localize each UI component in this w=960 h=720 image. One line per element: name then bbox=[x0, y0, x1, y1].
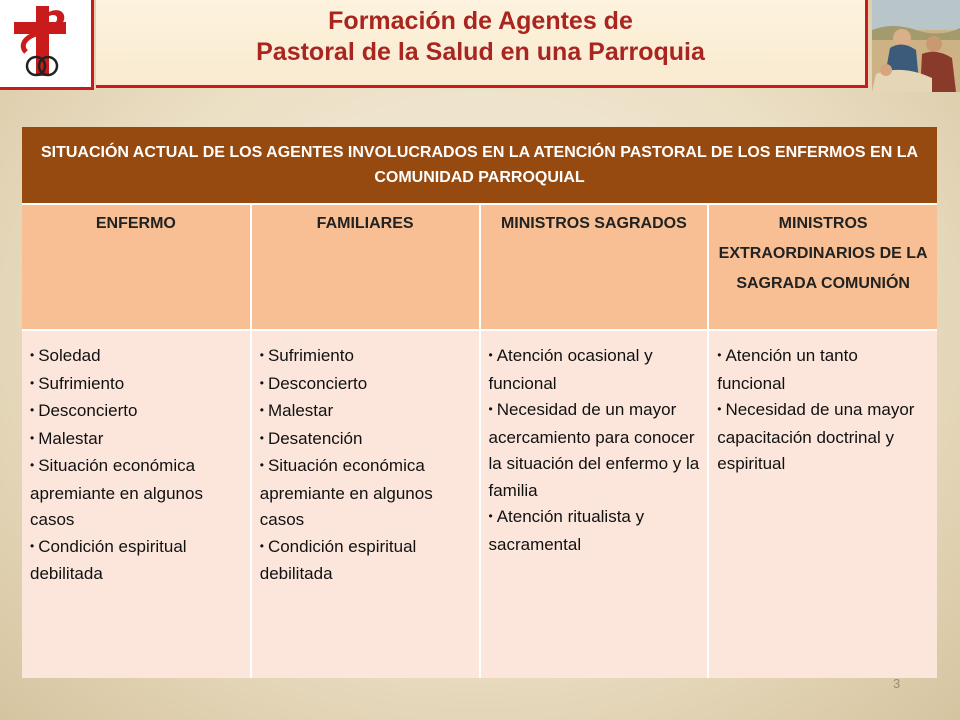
list-item: • Atención un tanto funcional bbox=[717, 343, 929, 397]
list-item: • Desatención bbox=[260, 426, 471, 454]
logo bbox=[0, 0, 94, 90]
cell-ministros-extraordinarios bbox=[708, 330, 937, 678]
list-item: • Atención ritualista y sacramental bbox=[489, 504, 700, 558]
column-header-ministros-extraordinarios: MINISTROS EXTRAORDINARIOS DE LA SAGRADA COMUNIÓN bbox=[708, 204, 937, 330]
list-item: • Sufrimiento bbox=[30, 371, 242, 399]
cell-enfermo bbox=[22, 330, 251, 678]
title-banner bbox=[96, 0, 868, 88]
list-item: • Necesidad de una mayor capacitación doctrinal y espiritual bbox=[717, 397, 929, 478]
list-enfermo bbox=[30, 343, 242, 588]
list-item: • Desconcierto bbox=[260, 371, 471, 399]
column-header-ministros-sagrados: MINISTROS SAGRADOS bbox=[480, 204, 709, 330]
page-title-line-1: Formación de Agentes de bbox=[328, 7, 633, 35]
cell-familiares bbox=[251, 330, 480, 678]
table-caption: SITUACIÓN ACTUAL DE LOS AGENTES INVOLUCRADOS EN LA ATENCIÓN PASTORAL DE LOS ENFERMOS EN LA COMUNIDAD PARROQUIAL bbox=[22, 127, 937, 204]
page-title-line-2: Pastoral de la Salud en una Parroquia bbox=[256, 38, 705, 66]
list-item: • Condición espiritual debilitada bbox=[30, 534, 242, 588]
list-item: • Condición espiritual debilitada bbox=[260, 534, 471, 588]
list-item: • Necesidad de un mayor acercamiento para conocer la situación del enfermo y la familia bbox=[489, 397, 700, 504]
page-number: 3 bbox=[893, 676, 901, 691]
list-item: • Malestar bbox=[30, 426, 242, 454]
cell-ministros-sagrados bbox=[480, 330, 709, 678]
list-item: • Malestar bbox=[260, 398, 471, 426]
situation-table bbox=[22, 127, 937, 678]
list-item: • Atención ocasional y funcional bbox=[489, 343, 700, 397]
agents-table bbox=[22, 127, 937, 678]
list-item: • Situación económica apremiante en algunos casos bbox=[30, 453, 242, 534]
painting-image bbox=[872, 0, 960, 92]
list-item: • Situación económica apremiante en algunos casos bbox=[260, 453, 471, 534]
list-item: • Sufrimiento bbox=[260, 343, 471, 371]
list-ministros-sagrados bbox=[489, 343, 700, 558]
list-ministros-extraordinarios bbox=[717, 343, 929, 478]
column-header-enfermo: ENFERMO bbox=[22, 204, 251, 330]
list-item: • Soledad bbox=[30, 343, 242, 371]
cross-logo-icon bbox=[6, 2, 86, 86]
column-header-familiares: FAMILIARES bbox=[251, 204, 480, 330]
list-item: • Desconcierto bbox=[30, 398, 242, 426]
list-familiares bbox=[260, 343, 471, 588]
